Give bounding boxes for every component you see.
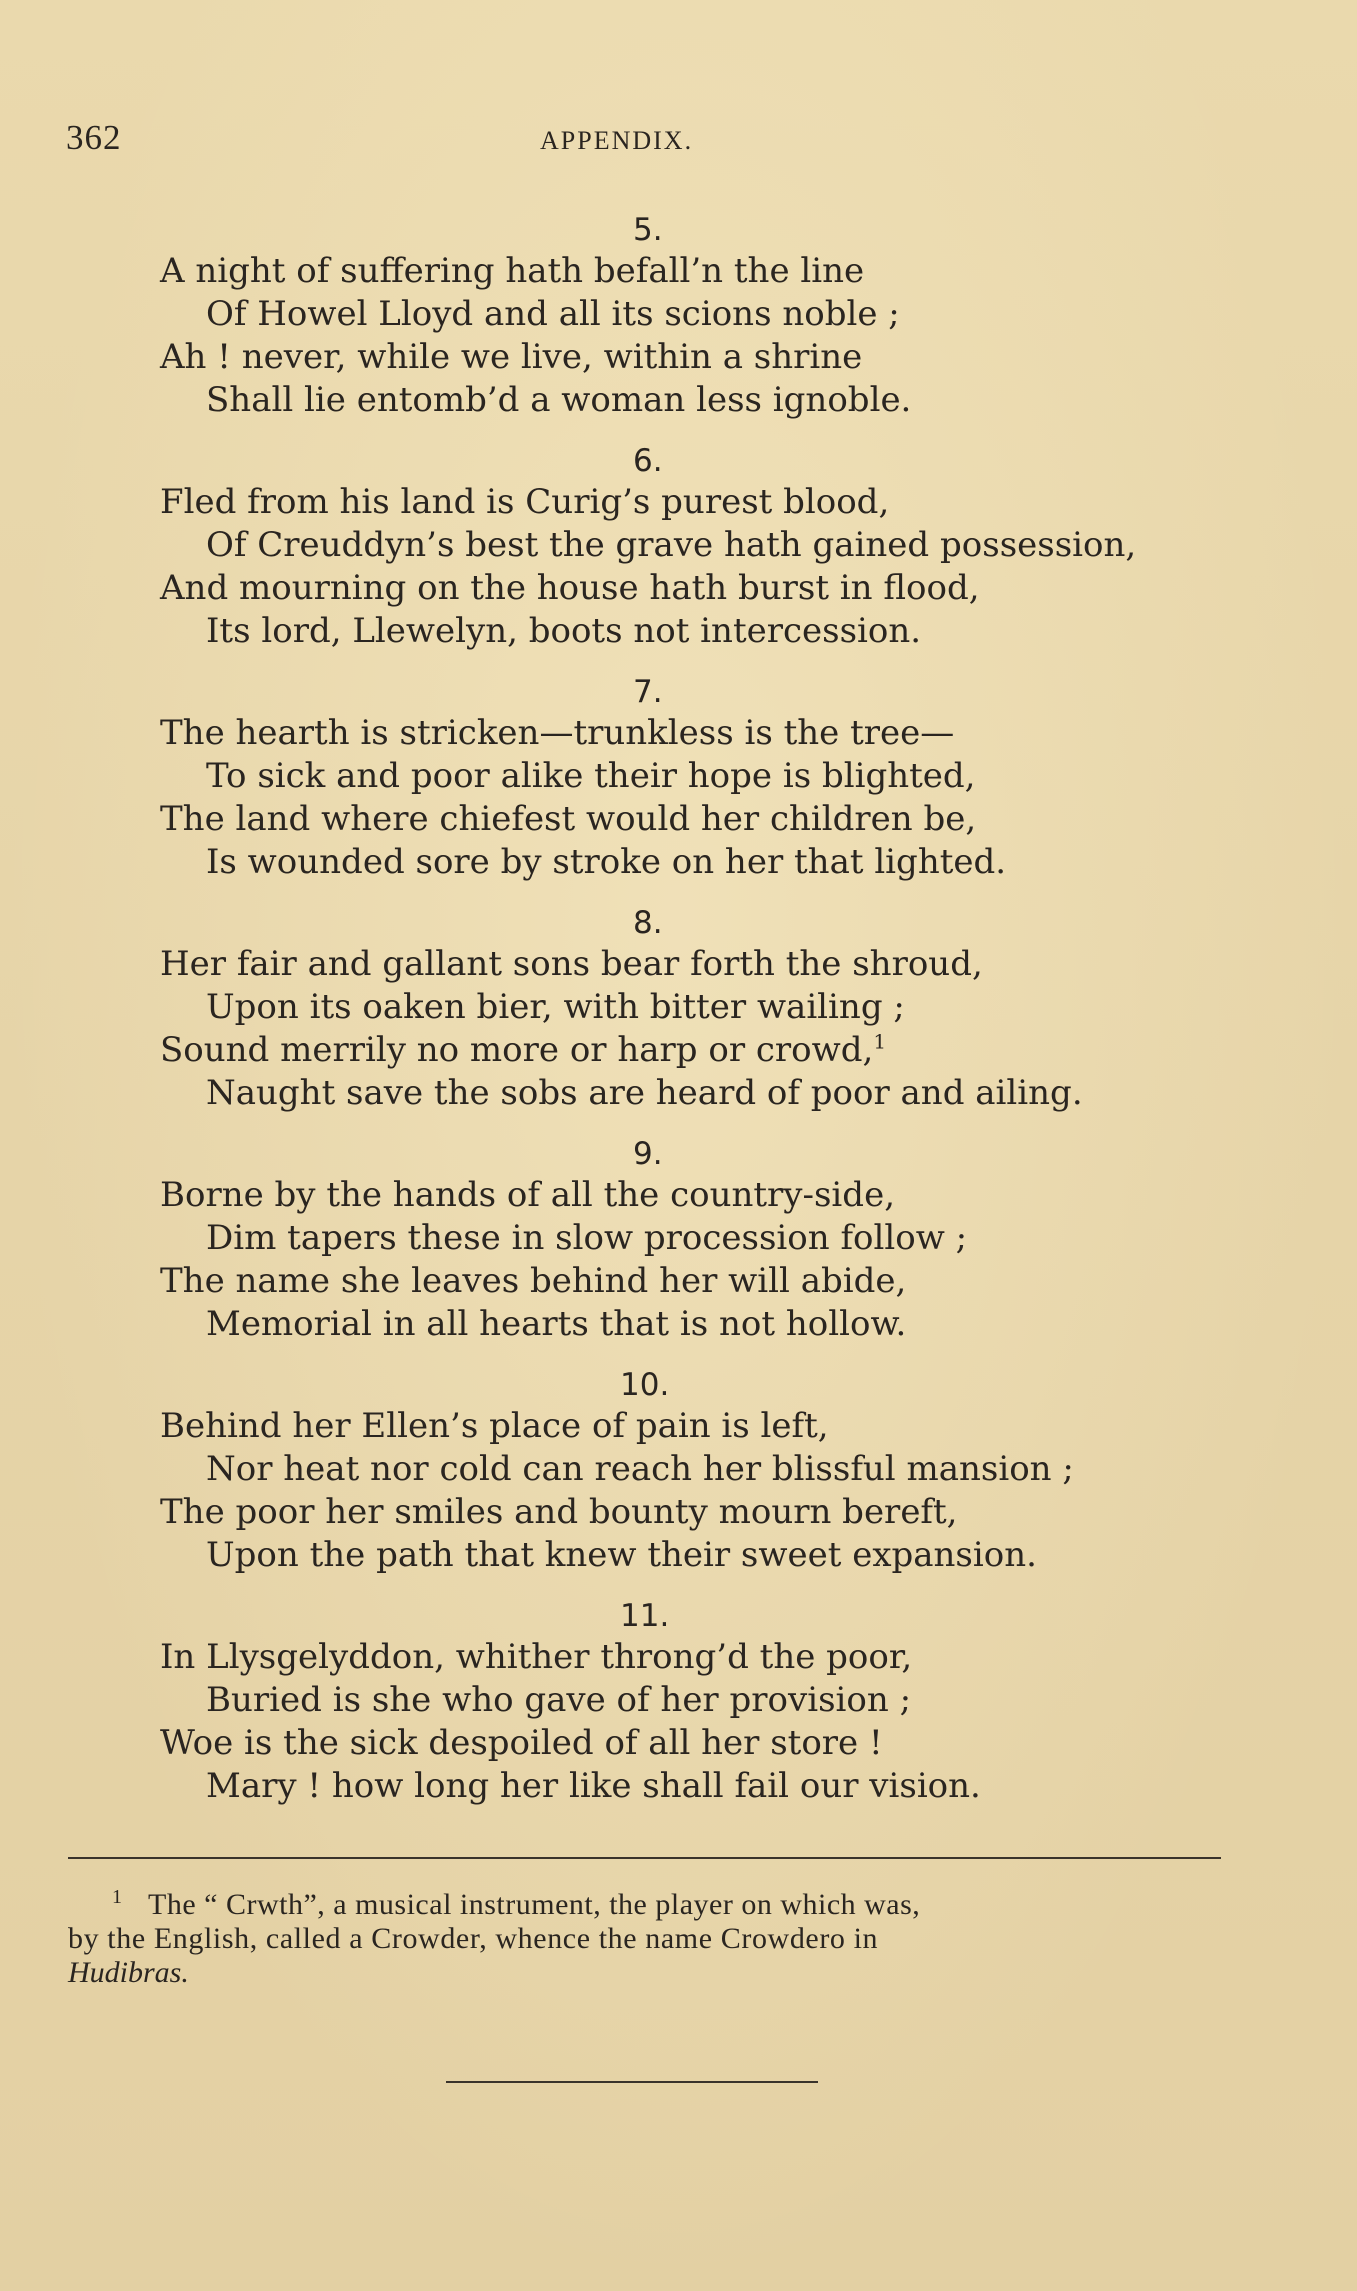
verse-line: Her fair and gallant sons bear forth the shroud,: [160, 944, 983, 984]
stanza-11: [0, 1598, 1357, 1829]
verse-line: Upon its oaken bier, with bitter wailing ;: [206, 987, 905, 1027]
verse-line: Of Creuddyn’s best the grave hath gained possession,: [206, 525, 1137, 565]
footnote-text: by the English, called a Crowder, whence the name Crowdero in: [68, 1922, 879, 1955]
footnote-divider: [68, 1857, 1221, 1859]
stanza-number: 6.: [633, 443, 663, 479]
verse-line: Memorial in all hearts that is not hollow.: [206, 1304, 907, 1344]
verse-line: Its lord, Llewelyn, boots not intercession.: [206, 611, 922, 651]
stanza-5: [0, 212, 1357, 443]
running-head: APPENDIX.: [540, 126, 694, 155]
verse-line: Dim tapers these in slow procession follow ;: [206, 1218, 968, 1258]
footnote-line: [68, 1922, 1228, 1956]
stanza-number: 9.: [633, 1136, 663, 1172]
footnote-reference[interactable]: 1: [873, 1029, 887, 1054]
stanza-number: 7.: [633, 674, 663, 710]
footnote: [68, 1888, 1228, 1990]
verse-line: Behind her Ellen’s place of pain is left,: [160, 1406, 829, 1446]
footnote-line: [68, 1956, 1228, 1990]
verse-line: To sick and poor alike their hope is blighted,: [206, 756, 976, 796]
end-rule: [446, 2081, 818, 2083]
verse-line: Naught save the sobs are heard of poor and ailing.: [206, 1073, 1083, 1113]
verse-line: Borne by the hands of all the country-side,: [160, 1175, 896, 1215]
verse-line-text: Sound merrily no more or harp or crowd,: [160, 1030, 874, 1070]
verse-line: In Llysgelyddon, whither throng’d the poor,: [160, 1637, 913, 1677]
stanza-9: [0, 1136, 1357, 1367]
verse-line: Of Howel Lloyd and all its scions noble ;: [206, 294, 900, 334]
verse-line: The name she leaves behind her will abide,: [160, 1261, 907, 1301]
stanza-10: [0, 1367, 1357, 1598]
stanza-number: 11.: [620, 1598, 670, 1634]
stanza-6: [0, 443, 1357, 674]
page-number: 362: [66, 118, 122, 157]
stanza-8: [0, 905, 1357, 1136]
verse-line: Nor heat nor cold can reach her blissful mansion ;: [206, 1449, 1074, 1489]
verse-line: Fled from his land is Curig’s purest blood,: [160, 482, 890, 522]
verse-line: A night of suffering hath befall’n the line: [160, 251, 865, 291]
poem: [0, 212, 1357, 1829]
page-header: [0, 118, 1357, 158]
stanza-number: 5.: [633, 212, 663, 248]
footnote-citation: Hudibras.: [68, 1956, 189, 1989]
stanza-7: [0, 674, 1357, 905]
verse-line: The land where chiefest would her children be,: [160, 799, 977, 839]
verse-line: Mary ! how long her like shall fail our vision.: [206, 1766, 981, 1806]
stanza-number: 10.: [620, 1367, 670, 1403]
verse-line: Shall lie entomb’d a woman less ignoble.: [206, 380, 912, 420]
footnote-text: The “ Crwth”, a musical instrument, the player on which was,: [148, 1888, 921, 1921]
footnote-line: [68, 1888, 1228, 1922]
verse-line: The hearth is stricken—trunkless is the tree—: [160, 713, 955, 753]
verse-line: Upon the path that knew their sweet expansion.: [206, 1535, 1037, 1575]
verse-line: Buried is she who gave of her provision ;: [206, 1680, 912, 1720]
verse-line-with-footnote: [160, 1029, 886, 1071]
verse-line: Woe is the sick despoiled of all her store !: [160, 1723, 883, 1763]
verse-line: The poor her smiles and bounty mourn bereft,: [160, 1492, 958, 1532]
verse-line: And mourning on the house hath burst in flood,: [160, 568, 980, 608]
stanza-number: 8.: [633, 905, 663, 941]
footnote-mark: 1: [112, 1886, 122, 1908]
verse-line: Is wounded sore by stroke on her that lighted.: [206, 842, 1007, 882]
verse-line: Ah ! never, while we live, within a shrine: [160, 337, 863, 377]
